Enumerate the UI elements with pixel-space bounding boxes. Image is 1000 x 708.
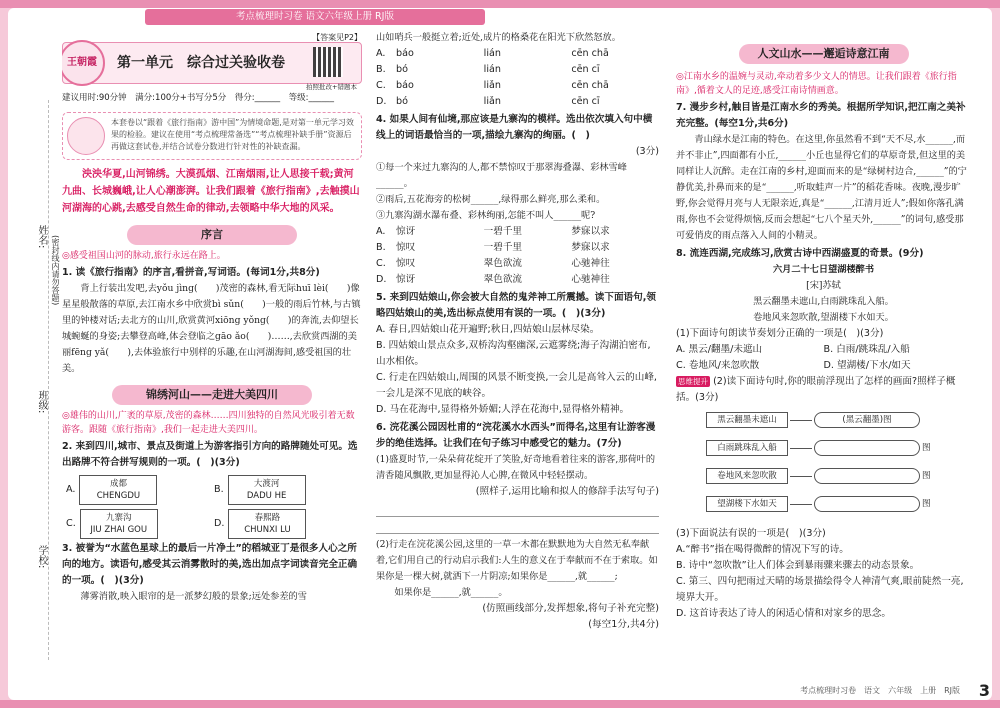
option-value: 惊叹 — [396, 242, 416, 253]
q6-part-2: (2)行走在浣花溪公园,这里的一草一木都在默默地为大自然无私奉献着,它们用自己的行动启示我们:人生的意义在于奉献而不在于索取。如果你是一棵大树,就洒下一片阴凉;如果你是______,就______; — [376, 539, 658, 582]
option-key: A. — [676, 344, 686, 355]
road-sign — [228, 475, 306, 505]
q3-option-b[interactable] — [376, 62, 659, 78]
road-sign-options — [66, 475, 362, 539]
q8-part-2 — [676, 374, 971, 406]
question-6: 6. 浣花溪公园因杜甫的“浣花溪水水西头”而得名,这里有让游客漫步的绝佳选择。让我们在句子练习中感受它的魅力。(7分) — [376, 422, 656, 449]
option-d[interactable] — [214, 509, 362, 539]
option-value: 惊叹 — [396, 258, 416, 269]
poem-title: 六月二十七日望湖楼醉书 — [772, 264, 875, 275]
series-header: 考点梳理时习卷 语文六年级上册 RJ版 — [145, 9, 485, 25]
q8-part-2-text: (2)读下面诗句时,你的眼前浮现出了怎样的画面?照样子概括。(3分) — [676, 376, 956, 403]
q3-option-a[interactable] — [376, 46, 659, 62]
question-3: 3. 被誉为“水蓝色星球上的最后一片净土”的稻城亚丁是很多人心之所向的地方。读语句,感受其云消雾散时的美,选出加点字词读音完全正确的一项。( )(3分) — [62, 543, 358, 586]
option-value: 惊讶 — [396, 274, 416, 285]
section-note-1: ◎感受祖国山河的脉动,旅行永远在路上。 — [62, 251, 226, 261]
q3-option-c[interactable] — [376, 78, 659, 94]
intro-text: 本套卷以“跟着《旅行指南》游中国”为情境命题,是对第一单元学习效果的检验。建议在使用“考点梳理常备选”“考点梳理补缺手册”资源后再做这套试卷,并结合试卷分数进行针对性的补缺查漏。 — [111, 118, 354, 151]
q5-option-a[interactable]: A. 春日,四姑娘山花开遍野;秋日,四姑娘山层林尽染。 — [376, 324, 600, 335]
column-left — [62, 30, 362, 670]
sign-pinyin: DADU HE — [246, 491, 287, 501]
q8-option-d[interactable] — [824, 358, 972, 374]
picture-flow-diagram — [706, 410, 971, 526]
flow-answer-box[interactable] — [814, 440, 920, 456]
question-4: 4. 如果人间有仙境,那应该是九寨沟的模样。选出依次填入句中横线上的词语最恰当的一项,描绘九寨沟的绚丽。( ) — [376, 114, 653, 141]
unit-title-bar — [62, 42, 362, 91]
sign-cn: 大渡河 — [253, 479, 280, 489]
q8-part-3: (3)下面说法有误的一项是( )(3分) — [676, 528, 826, 539]
unit-title: 第一单元 综合过关验收卷 — [117, 55, 285, 71]
section-sichuan: 锦绣河山——走进大美四川 — [112, 385, 312, 405]
option-value: liǎn — [483, 80, 501, 91]
question-2: 2. 来到四川,城市、景点及街道上为游客指引方向的路牌随处可见。选出路牌不符合拼写规则的一项。( )(3分) — [62, 441, 358, 468]
answer-line[interactable] — [376, 520, 659, 534]
sign-pinyin: CHUNXI LU — [244, 525, 291, 535]
option-key: A. — [376, 226, 386, 237]
option-value: lián — [483, 64, 501, 75]
flow-answer-box[interactable]: (黑云翻墨)图 — [814, 412, 920, 428]
option-value: 梦寐以求 — [571, 226, 610, 237]
option-value: 白雨/跳珠乱/入船 — [836, 344, 910, 355]
option-value: 心驰神往 — [571, 258, 610, 269]
option-value: 翠色欲流 — [483, 258, 523, 269]
option-b[interactable] — [214, 475, 362, 505]
option-key: B. — [376, 242, 386, 253]
option-key: C. — [66, 518, 76, 529]
option-value: cēn chā — [571, 80, 609, 91]
column-middle — [376, 30, 659, 685]
flow-arrow — [790, 448, 812, 449]
bottom-pink-band — [0, 700, 1000, 708]
lead-paragraph: 泱泱华夏,山河锦绣。大漠孤烟、江南烟雨,让人思接千载;黄河九曲、长城巍峨,让人心潮澎湃。让我们跟着《旅行指南》,去触摸山河湖海的心跳,去感受自然生命的律动,去领略中华大地的风采。 — [62, 169, 360, 214]
answer-line[interactable] — [376, 503, 659, 517]
q8-part-1-options — [676, 342, 971, 374]
section-note-2: ◎雄伟的山川,广袤的草原,茂密的森林……四川独特的自然风光吸引着无数游客。跟随《旅行指南》,我们一起走进大美四川。 — [62, 411, 355, 435]
question-5: 5. 来到四姑娘山,你会被大自然的鬼斧神工所震撼。读下面语句,领略四姑娘山的美,选出标点使用有误的一项。( )(3分) — [376, 292, 656, 319]
question-4-score: (3分) — [635, 146, 659, 157]
q5-option-c[interactable]: C. 行走在四姑娘山,周围的风景不断变换,一会儿是高耸入云的山峰,一会儿是深不见底的峡谷。 — [376, 372, 657, 399]
qr-code-icon[interactable] — [313, 47, 343, 77]
q6-part-1: (1)盛夏时节,一朵朵荷花绽开了笑脸,好奇地看着往来的游客,那荷叶的清香随风飘散,更加显得沁人心脾,在微风中轻轻摆动。 — [376, 454, 656, 481]
q4-option-c[interactable] — [376, 256, 659, 272]
top-pink-band — [0, 0, 1000, 8]
option-value: 梦寐以求 — [571, 242, 610, 253]
section-jiangnan: 人文山水——邂逅诗意江南 — [739, 44, 909, 64]
option-key: D. — [376, 274, 387, 285]
question-7: 7. 漫步乡村,触目皆是江南水乡的秀美。根据所学知识,把江南之美补充完整。(每空1分,共6分) — [676, 102, 966, 129]
sign-pinyin: JIU ZHAI GOU — [90, 525, 148, 535]
q4-option-a[interactable] — [376, 224, 659, 240]
option-value: cēn chā — [571, 48, 609, 59]
option-value: 翠色欲流 — [483, 274, 523, 285]
flow-line-box: 黑云翻墨未遮山 — [706, 412, 788, 428]
question-3-passage-cont: 山如哨兵一般挺立着;近处,成片的格桑花在阳光下欣然怒放。 — [376, 32, 621, 43]
road-sign — [228, 509, 306, 539]
option-value: báo — [396, 80, 414, 91]
seal-line — [48, 100, 49, 660]
page-number: 3 — [978, 681, 990, 700]
option-value: 一碧千里 — [483, 242, 523, 253]
option-key: A. — [66, 484, 76, 495]
option-value: 一碧千里 — [483, 226, 523, 237]
q8-option-b[interactable] — [824, 342, 972, 358]
flow-answer-box[interactable] — [814, 496, 920, 512]
flow-arrow — [790, 420, 812, 421]
answer-reference: 【答案见P2】 — [312, 33, 362, 42]
poem-line-1: 黑云翻墨未遮山,白雨跳珠乱入船。 — [753, 296, 894, 307]
page-footer: 考点梳理时习卷 语文 六年级 上册 RJ版 — [800, 686, 960, 695]
q4-option-b[interactable] — [376, 240, 659, 256]
q8-option-a[interactable] — [676, 342, 824, 358]
flow-arrow — [790, 504, 812, 505]
q6-part-2b[interactable]: 如果你是______,就______。 — [394, 587, 508, 598]
question-1-passage[interactable]: 背上行装出发吧,去yǒu jìng( )茂密的森林,看无际huī lèi( )像星星般散落的草原,去江南水乡中欣赏bì sǔn( )一般的雨后竹林,与古镇里的钟楼对话;去北方的山川,欣赏黄河xiōng yǒng( )的奔流,去仰望长城蜿蜒的身姿;去攀登高峰,体会登临之gāo ǎo( )……,去欣赏西湖的美丽fēng yǎ( ),去体验旅行中别样的乐趣,在山河湖海间,感受祖国的壮美。 — [62, 283, 361, 374]
flow-line-box: 白雨跳珠乱入船 — [706, 440, 788, 456]
q8-3-option-a[interactable]: A.“醉书”指在喝得微醉的情况下写的诗。 — [676, 544, 849, 555]
option-key: A. — [376, 48, 386, 59]
q5-option-b[interactable]: B. 四姑娘山景点众多,双桥沟沟壑幽深,云遮雾绕;海子沟湖泊密布,山水相依。 — [376, 340, 651, 367]
option-value: báo — [396, 48, 414, 59]
q8-3-option-b[interactable]: B. 诗中“忽吹散”让人们体会到暴雨骤来骤去的动态景象。 — [676, 560, 920, 571]
sign-cn: 成都 — [109, 479, 127, 489]
flow-answer-box[interactable] — [814, 468, 920, 484]
q8-3-option-c[interactable]: C. 第三、四句把雨过天晴的场景描绘得令人神清气爽,眼前陡然一亮,境界大开。 — [676, 576, 964, 603]
option-value: 黑云/翻墨/未遮山 — [688, 344, 763, 355]
q4-sentence-3: ③九寨沟湖水瀑布叠、彩林绚丽,怎能不叫人______呢? — [376, 210, 596, 221]
option-value: 卷地风/来忽吹散 — [688, 360, 760, 371]
q8-option-c[interactable] — [676, 358, 824, 374]
section-preface: 序言 — [127, 225, 297, 245]
option-value: cēn cī — [571, 64, 600, 75]
flow-line-box: 卷地风来忽吹散 — [706, 468, 788, 484]
question-1: 1. 读《旅行指南》的序言,看拼音,写词语。(每词1分,共8分) — [62, 267, 320, 278]
option-key: C. — [376, 80, 386, 91]
question-3-passage: 薄雾消散,映入眼帘的是一派梦幻般的景象;远处参差的雪 — [80, 591, 307, 602]
option-key: B. — [214, 484, 224, 495]
option-value: cēn cī — [571, 96, 600, 107]
name-label: 姓名: — [36, 225, 47, 249]
flow-suffix: 图 — [922, 471, 931, 481]
flow-line-box: 望湖楼下水如天 — [706, 496, 788, 512]
q4-option-d[interactable] — [376, 272, 659, 288]
flow-suffix: 图 — [922, 499, 931, 509]
q5-option-d[interactable]: D. 马在花海中,显得格外娇媚;人浮在花海中,显得格外精神。 — [376, 404, 630, 415]
brand-logo: 王朝霞 — [62, 40, 105, 86]
road-sign — [79, 475, 157, 505]
sign-cn: 春熙路 — [254, 513, 281, 523]
option-value: liǎn — [483, 96, 501, 107]
option-value: bó — [396, 64, 408, 75]
option-c[interactable] — [66, 509, 214, 539]
option-key: C. — [676, 360, 686, 371]
sign-pinyin: CHENGDU — [96, 491, 141, 501]
section-note-3: ◎江南水乡的温婉与灵动,牵动着多少文人的情思。让我们跟着《旅行指南》,循着文人的足迹,感受江南诗情画意。 — [676, 72, 957, 96]
q4-sentence-1: ①每一个来过九寨沟的人,都不禁惊叹于那翠海叠瀑、彩林雪峰______。 — [376, 162, 627, 189]
option-key: D. — [214, 518, 225, 529]
poem-author: [宋]苏轼 — [806, 280, 841, 291]
q6-score: (每空1分,共4分) — [588, 619, 659, 630]
q8-part-1: (1)下面诗句朗读节奏划分正确的一项是( )(3分) — [676, 328, 884, 339]
column-right — [676, 30, 971, 685]
option-key: B. — [823, 344, 834, 355]
q3-option-d[interactable] — [376, 94, 659, 110]
q8-3-option-d[interactable]: D. 这首诗表达了诗人的闲适心情和对家乡的思念。 — [676, 608, 891, 619]
qr-caption: 拍照批改+错题本 — [306, 83, 357, 91]
question-7-passage[interactable]: 青山绿水是江南的特色。在这里,你虽然看不到“天不尽,水______,而并不非止”,四面都有小丘,______小丘也显得它们的草原奇景,但这里的美同样让人沉醉。走在江南的乡村,迎面而来的是“绿树村边合,______”的宁静优美,扑鼻而来的是“______,听取蛙声一片”的稻花香味。夜晚,漫步旷野,你会觉得月亮与人无限亲近,真是“______,江清月近人”;假如你落孔满雨,你也不会觉得烦恼,反而会想起“七八个星天外,______”的词句,感受那可爱俏皮的雨点落入人间的小精灵。 — [676, 134, 967, 241]
option-key: D. — [823, 360, 834, 371]
question-8: 8. 流连西湖,完成练习,欣赏古诗中西湖盛夏的奇景。(9分) — [676, 248, 924, 259]
poem-line-2: 卷地风来忽吹散,望湖楼下水如天。 — [753, 312, 894, 323]
option-key: D. — [376, 96, 387, 107]
option-value: bó — [396, 96, 408, 107]
option-value: 望湖楼/下水/如天 — [837, 360, 911, 371]
thinking-tag: 思维提升 — [678, 377, 708, 386]
q6-part-2-hint: (仿照画线部分,发挥想象,将句子补充完整) — [482, 603, 659, 614]
mascot-avatar — [67, 117, 105, 155]
q4-sentence-2: ②雨后,五花海旁的松树______,绿得那么鲜亮,那么柔和。 — [376, 194, 606, 205]
flow-suffix: 图 — [922, 443, 931, 453]
option-value: 惊讶 — [396, 226, 416, 237]
road-sign — [80, 509, 158, 539]
seal-note: (密封线内请勿答题) — [51, 235, 60, 306]
option-key: C. — [376, 258, 386, 269]
option-value: 心驰神往 — [571, 274, 610, 285]
option-a[interactable] — [66, 475, 214, 505]
q6-part-1-hint: (照样子,运用比喻和拟人的修辞手法写句子) — [475, 486, 659, 497]
sign-cn: 九寨沟 — [105, 513, 132, 523]
option-value: lián — [483, 48, 501, 59]
option-key: B. — [376, 64, 386, 75]
school-label: 学校: — [36, 545, 47, 569]
exam-meta: 建议用时:90分钟 满分:100分+书写分5分 得分:______ 等级:______ — [62, 93, 335, 103]
intro-box — [62, 112, 362, 160]
flow-arrow — [790, 476, 812, 477]
class-label: 班级: — [36, 390, 47, 414]
